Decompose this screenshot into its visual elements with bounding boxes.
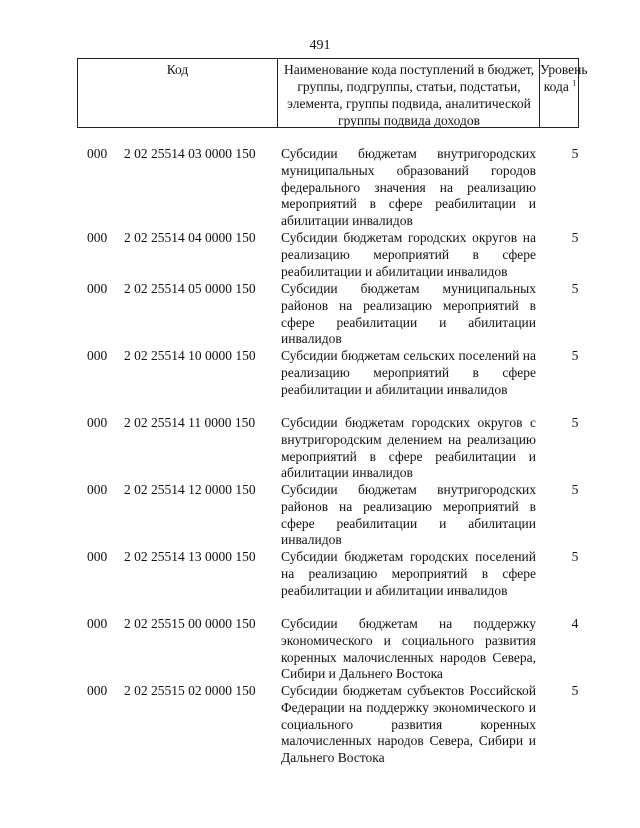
row-code: 2 02 25514 03 0000 150	[124, 146, 256, 161]
row-level: 4	[571, 616, 579, 631]
table-row	[0, 415, 640, 482]
row-name: Субсидии бюджетам городских поселений на реализацию мероприятий в сфере реабилитации и абилитации инвалидов	[281, 549, 536, 598]
row-prefix: 000	[87, 482, 108, 497]
row-prefix: 000	[87, 616, 108, 631]
row-code: 2 02 25514 13 0000 150	[124, 549, 256, 564]
table-row	[0, 348, 640, 415]
page-number: 491	[309, 38, 331, 53]
row-prefix: 000	[87, 281, 108, 296]
row-code: 2 02 25515 02 0000 150	[124, 683, 256, 698]
row-name: Субсидии бюджетам городских округов на реализацию мероприятий в сфере реабилитации и абилитации инвалидов	[281, 230, 536, 279]
row-prefix: 000	[87, 146, 108, 161]
header-level-footnote: 1	[572, 78, 577, 88]
row-level: 5	[571, 230, 579, 245]
row-level: 5	[571, 549, 579, 564]
row-prefix: 000	[87, 415, 108, 430]
header-level-label: Уровень кода	[540, 62, 588, 94]
header-level	[540, 61, 588, 95]
row-code: 2 02 25514 12 0000 150	[124, 482, 256, 497]
row-code: 2 02 25514 04 0000 150	[124, 230, 256, 245]
table-row	[0, 146, 640, 230]
row-name: Субсидии бюджетам внутригородских районов на реализацию мероприятий в сфере реабилитации и абилитации инвалидов	[281, 482, 536, 548]
row-prefix: 000	[87, 549, 108, 564]
table-row	[0, 549, 640, 616]
row-prefix: 000	[87, 683, 108, 698]
row-level: 5	[571, 348, 579, 363]
row-level: 5	[571, 415, 579, 430]
header-code: Код	[166, 62, 189, 77]
row-name: Субсидии бюджетам городских округов с внутригородским делением на реализацию мероприятий в сфере реабилитации и абилитации инвалидов	[281, 415, 536, 481]
row-name: Субсидии бюджетам внутригородских муниципальных образований городов федерального значения на реализацию мероприятий в сфере реабилитации и абилитации инвалидов	[281, 146, 536, 229]
table-body	[0, 146, 640, 767]
table-header	[77, 58, 588, 128]
row-name: Субсидии бюджетам субъектов Российской Федерации на поддержку экономического и социального развития коренных малочисленных народов Севера, Сибири и Дальнего Востока	[281, 683, 536, 766]
row-code: 2 02 25514 05 0000 150	[124, 281, 256, 296]
row-name: Субсидии бюджетам сельских поселений на реализацию мероприятий в сфере реабилитации и абилитации инвалидов	[281, 348, 536, 397]
row-prefix: 000	[87, 348, 108, 363]
row-name: Субсидии бюджетам на поддержку экономического и социального развития коренных малочисленных народов Севера, Сибири и Дальнего Востока	[281, 616, 536, 682]
table-row	[0, 482, 640, 549]
row-prefix: 000	[87, 230, 108, 245]
table-row	[0, 281, 640, 348]
table-row	[0, 616, 640, 683]
row-code: 2 02 25514 11 0000 150	[124, 415, 256, 430]
table-row	[0, 683, 640, 767]
row-name: Субсидии бюджетам муниципальных районов на реализацию мероприятий в сфере реабилитации и абилитации инвалидов	[281, 281, 536, 347]
row-level: 5	[571, 281, 579, 296]
row-code: 2 02 25514 10 0000 150	[124, 348, 256, 363]
row-level: 5	[571, 683, 579, 698]
header-name: Наименование кода поступлений в бюджет, группы, подгруппы, статьи, подстатьи, элемента, группы подвида, аналитической группы подвида доходов	[283, 62, 534, 128]
row-code: 2 02 25515 00 0000 150	[124, 616, 256, 631]
table-row	[0, 230, 640, 281]
row-level: 5	[571, 146, 579, 161]
row-level: 5	[571, 482, 579, 497]
